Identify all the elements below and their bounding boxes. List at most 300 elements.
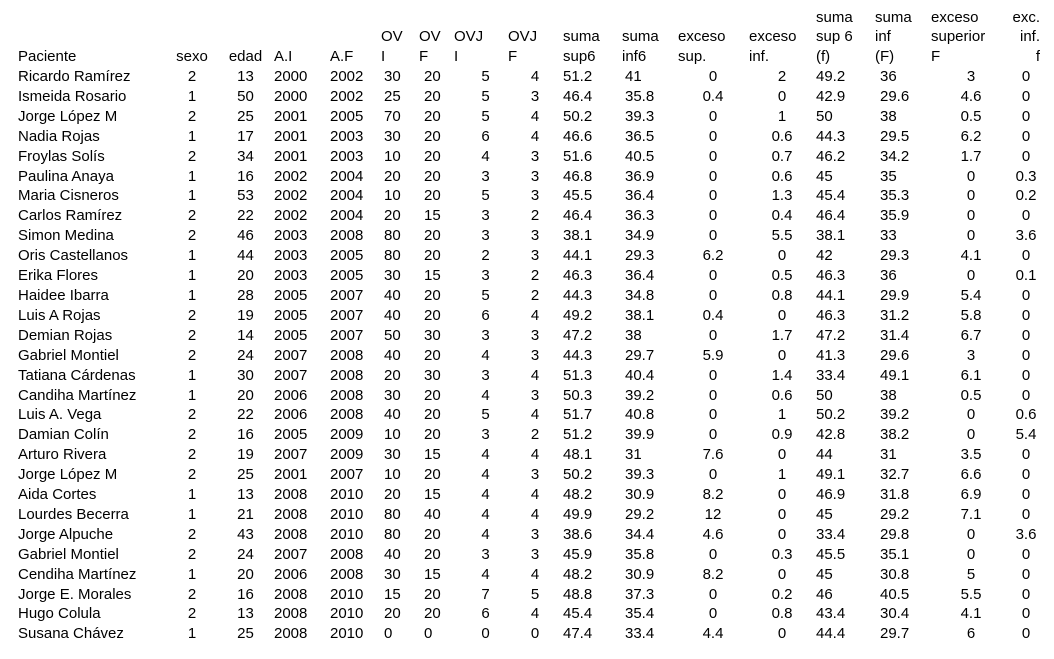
cell-ai: 2002 bbox=[274, 187, 308, 205]
cell-edad: 22 bbox=[237, 406, 254, 424]
cell-suma-inf6: 33.4 bbox=[625, 625, 655, 643]
cell-exceso-superior-f: 0 bbox=[966, 187, 976, 205]
cell-suma-sup6: 44.3 bbox=[563, 286, 593, 304]
column-header-line: A.F bbox=[330, 47, 354, 65]
cell-exc-inf-f: 0 bbox=[1021, 326, 1031, 344]
cell-ovjf: 4 bbox=[530, 127, 540, 145]
cell-sexo: 2 bbox=[187, 525, 197, 543]
column-header-suma-inf6 bbox=[621, 6, 677, 67]
cell-edad: 19 bbox=[237, 306, 254, 324]
column-header-line: f bbox=[1035, 47, 1040, 65]
cell-suma-sup6: 45.9 bbox=[563, 545, 593, 563]
patient-name-cell: Froylas Solís bbox=[18, 147, 105, 165]
table-row bbox=[14, 127, 1040, 147]
cell-sexo: 2 bbox=[187, 446, 197, 464]
cell-suma-sup6-f: 45 bbox=[816, 505, 833, 523]
cell-suma-inf-f: 39.2 bbox=[880, 406, 910, 424]
cell-ovf: 20 bbox=[424, 187, 441, 205]
cell-ovjf: 3 bbox=[530, 346, 540, 364]
cell-sexo: 1 bbox=[187, 366, 197, 384]
cell-ovji: 3 bbox=[481, 207, 490, 225]
table-row bbox=[14, 286, 1040, 306]
table-row bbox=[14, 67, 1040, 87]
cell-ovji: 4 bbox=[481, 446, 490, 464]
cell-exceso-superior-f: 0 bbox=[966, 167, 976, 185]
table-row bbox=[14, 405, 1040, 425]
column-header-line: suma bbox=[563, 28, 600, 45]
cell-suma-sup6-f: 45 bbox=[816, 565, 833, 583]
cell-exc-inf-f: 0 bbox=[1021, 386, 1031, 404]
cell-ai: 2001 bbox=[274, 466, 308, 484]
cell-suma-inf-f: 29.6 bbox=[880, 346, 910, 364]
table-header bbox=[14, 6, 1040, 67]
cell-sexo: 2 bbox=[187, 207, 197, 225]
cell-suma-sup6-f: 42.8 bbox=[816, 426, 846, 444]
table-row bbox=[14, 585, 1040, 605]
table-row bbox=[14, 366, 1040, 386]
cell-af: 2010 bbox=[330, 525, 364, 543]
cell-suma-inf6: 40.8 bbox=[625, 406, 655, 424]
cell-ovf: 0 bbox=[424, 625, 433, 643]
cell-sexo: 1 bbox=[187, 505, 197, 523]
patient-name-cell: Hugo Colula bbox=[18, 605, 101, 623]
cell-ovi: 40 bbox=[384, 286, 401, 304]
cell-ovf: 20 bbox=[424, 247, 441, 265]
column-header-suma-inf-f bbox=[874, 6, 930, 67]
cell-exceso-superior-f: 5 bbox=[966, 565, 976, 583]
cell-exc-inf-f: 5.4 bbox=[1015, 426, 1037, 444]
cell-sexo: 1 bbox=[187, 286, 197, 304]
table-row bbox=[14, 107, 1040, 127]
cell-suma-inf6: 35.8 bbox=[625, 87, 655, 105]
patient-name-cell: Demian Rojas bbox=[18, 326, 113, 344]
cell-sexo: 1 bbox=[187, 127, 197, 145]
column-header-exceso-sup bbox=[677, 6, 749, 67]
cell-sexo: 2 bbox=[187, 227, 197, 245]
cell-exc-inf-f: 0 bbox=[1021, 247, 1031, 265]
patient-name-cell: Nadia Rojas bbox=[18, 127, 100, 145]
cell-suma-inf-f: 36 bbox=[880, 68, 897, 85]
cell-ovi: 80 bbox=[384, 247, 401, 265]
cell-exceso-superior-f: 5.8 bbox=[960, 306, 982, 324]
table-body bbox=[14, 67, 1040, 644]
cell-ovf: 20 bbox=[424, 406, 441, 424]
cell-suma-sup6-f: 46.2 bbox=[816, 147, 846, 165]
cell-exc-inf-f: 3.6 bbox=[1015, 525, 1037, 543]
cell-edad: 28 bbox=[237, 286, 254, 304]
cell-ai: 2002 bbox=[274, 207, 308, 225]
column-header-exceso-superior-f bbox=[930, 6, 1012, 67]
cell-suma-inf6: 29.3 bbox=[625, 247, 655, 265]
cell-ovjf: 3 bbox=[530, 187, 540, 205]
table-row bbox=[14, 624, 1040, 644]
column-header-exceso-inf bbox=[749, 6, 815, 67]
cell-suma-sup6: 49.9 bbox=[563, 505, 593, 523]
column-header-line: OVJ bbox=[454, 28, 484, 45]
cell-exceso-superior-f: 0 bbox=[966, 267, 976, 285]
cell-suma-inf6: 35.4 bbox=[625, 605, 655, 623]
cell-exc-inf-f: 0 bbox=[1021, 207, 1031, 225]
table-row bbox=[14, 346, 1040, 366]
cell-edad: 44 bbox=[237, 247, 254, 265]
cell-exceso-inf: 0.2 bbox=[771, 585, 793, 603]
cell-suma-sup6-f: 41.3 bbox=[816, 346, 846, 364]
cell-suma-sup6-f: 45.4 bbox=[816, 187, 846, 205]
cell-exc-inf-f: 0 bbox=[1021, 127, 1031, 145]
cell-suma-inf6: 38.1 bbox=[625, 306, 655, 324]
table-row bbox=[14, 326, 1040, 346]
cell-exceso-inf: 1.7 bbox=[771, 326, 793, 344]
cell-suma-inf-f: 38 bbox=[880, 107, 897, 125]
cell-exc-inf-f: 0.1 bbox=[1015, 267, 1037, 285]
cell-sexo: 2 bbox=[187, 426, 197, 444]
cell-exceso-inf: 0 bbox=[777, 565, 787, 583]
column-header-line: suma bbox=[622, 28, 659, 45]
cell-exceso-sup: 7.6 bbox=[702, 446, 724, 464]
table-row bbox=[14, 87, 1040, 107]
column-header-line: inf6 bbox=[622, 47, 647, 65]
cell-suma-inf-f: 35 bbox=[880, 167, 897, 185]
cell-exceso-sup: 0 bbox=[708, 585, 718, 603]
column-header-line: sup. bbox=[678, 47, 707, 65]
cell-exceso-inf: 0 bbox=[777, 505, 787, 523]
cell-af: 2002 bbox=[330, 87, 364, 105]
column-header-line: OV bbox=[381, 28, 403, 45]
cell-edad: 21 bbox=[237, 505, 254, 523]
cell-suma-sup6-f: 47.2 bbox=[816, 326, 846, 344]
cell-ovf: 20 bbox=[424, 585, 441, 603]
cell-suma-sup6: 51.2 bbox=[563, 426, 593, 444]
cell-ai: 2006 bbox=[274, 565, 308, 583]
cell-ovjf: 3 bbox=[530, 525, 540, 543]
cell-ovjf: 3 bbox=[530, 147, 540, 165]
patient-name-cell: Carlos Ramírez bbox=[18, 207, 123, 225]
cell-sexo: 2 bbox=[187, 306, 197, 324]
cell-exceso-sup: 0 bbox=[708, 107, 718, 125]
cell-ovf: 20 bbox=[424, 545, 441, 563]
cell-suma-sup6: 44.1 bbox=[563, 247, 593, 265]
cell-ovf: 20 bbox=[424, 466, 441, 484]
cell-ovf: 20 bbox=[424, 306, 441, 324]
cell-ovji: 4 bbox=[481, 466, 490, 484]
cell-ovf: 40 bbox=[424, 505, 441, 523]
cell-exceso-inf: 0 bbox=[777, 446, 787, 464]
table-row bbox=[14, 505, 1040, 525]
cell-af: 2009 bbox=[330, 426, 364, 444]
cell-suma-inf6: 39.9 bbox=[625, 426, 655, 444]
cell-edad: 53 bbox=[237, 187, 254, 205]
cell-exceso-sup: 0 bbox=[708, 227, 718, 245]
cell-af: 2010 bbox=[330, 585, 364, 603]
cell-suma-inf-f: 31.8 bbox=[880, 486, 910, 504]
cell-exceso-sup: 0 bbox=[708, 187, 718, 205]
cell-af: 2010 bbox=[330, 625, 364, 643]
cell-suma-sup6: 51.6 bbox=[563, 147, 593, 165]
cell-sexo: 2 bbox=[187, 605, 197, 623]
cell-ovi: 40 bbox=[384, 406, 401, 424]
patient-name-cell: Haidee Ibarra bbox=[18, 286, 109, 304]
cell-suma-sup6-f: 33.4 bbox=[816, 366, 846, 384]
cell-suma-inf6: 36.9 bbox=[625, 167, 655, 185]
cell-exceso-superior-f: 0 bbox=[966, 207, 976, 225]
table-row bbox=[14, 425, 1040, 445]
cell-exc-inf-f: 0 bbox=[1021, 545, 1031, 563]
cell-suma-sup6: 48.2 bbox=[563, 565, 593, 583]
column-header-line: exceso bbox=[749, 28, 797, 45]
cell-exceso-sup: 0 bbox=[708, 286, 718, 304]
cell-ovjf: 4 bbox=[530, 406, 540, 424]
column-header-paciente bbox=[14, 6, 166, 67]
cell-exceso-inf: 1 bbox=[777, 107, 787, 125]
cell-ovi: 20 bbox=[384, 207, 401, 225]
cell-ovji: 4 bbox=[481, 505, 490, 523]
cell-ovji: 4 bbox=[481, 565, 490, 583]
cell-edad: 20 bbox=[237, 267, 254, 285]
cell-exceso-sup: 0 bbox=[708, 267, 718, 285]
column-header-line: (F) bbox=[875, 47, 895, 65]
table-row bbox=[14, 565, 1040, 585]
cell-exceso-sup: 0.4 bbox=[702, 306, 724, 324]
cell-exceso-superior-f: 0 bbox=[966, 227, 976, 245]
cell-ovji: 5 bbox=[481, 406, 490, 424]
cell-exceso-sup: 0 bbox=[708, 466, 718, 484]
cell-exc-inf-f: 0 bbox=[1021, 466, 1031, 484]
cell-exceso-sup: 8.2 bbox=[702, 565, 724, 583]
cell-suma-sup6: 48.8 bbox=[563, 585, 593, 603]
cell-ovjf: 4 bbox=[530, 366, 540, 384]
cell-sexo: 1 bbox=[187, 87, 197, 105]
cell-ovi: 15 bbox=[384, 585, 401, 603]
cell-suma-sup6-f: 42.9 bbox=[816, 87, 846, 105]
cell-exceso-sup: 0 bbox=[708, 68, 718, 85]
cell-suma-inf6: 38 bbox=[625, 326, 642, 344]
cell-ai: 2003 bbox=[274, 247, 308, 265]
cell-exceso-superior-f: 3 bbox=[966, 68, 976, 85]
cell-ovji: 6 bbox=[481, 605, 490, 623]
cell-exceso-superior-f: 0 bbox=[966, 426, 976, 444]
column-header-line: sup 6 bbox=[816, 28, 853, 45]
cell-af: 2008 bbox=[330, 346, 364, 364]
cell-exceso-sup: 0 bbox=[708, 147, 718, 165]
patient-name-cell: Gabriel Montiel bbox=[18, 545, 119, 563]
cell-suma-inf-f: 29.3 bbox=[880, 247, 910, 265]
cell-exceso-sup: 0 bbox=[708, 326, 718, 344]
cell-ai: 2005 bbox=[274, 426, 308, 444]
cell-suma-inf-f: 40.5 bbox=[880, 585, 910, 603]
cell-suma-inf-f: 35.1 bbox=[880, 545, 910, 563]
cell-exceso-superior-f: 7.1 bbox=[960, 505, 982, 523]
cell-ovji: 3 bbox=[481, 545, 490, 563]
cell-exceso-superior-f: 4.6 bbox=[960, 87, 982, 105]
cell-suma-inf6: 30.9 bbox=[625, 565, 655, 583]
cell-exceso-sup: 4.4 bbox=[702, 625, 724, 643]
cell-suma-sup6-f: 45 bbox=[816, 167, 833, 185]
cell-suma-inf-f: 29.6 bbox=[880, 87, 910, 105]
cell-ai: 2006 bbox=[274, 386, 308, 404]
cell-af: 2002 bbox=[330, 68, 364, 85]
cell-af: 2005 bbox=[330, 247, 364, 265]
cell-suma-inf-f: 38 bbox=[880, 386, 897, 404]
table-row bbox=[14, 226, 1040, 246]
cell-sexo: 2 bbox=[187, 545, 197, 563]
cell-edad: 16 bbox=[237, 585, 254, 603]
cell-exceso-sup: 0 bbox=[708, 386, 718, 404]
column-header-suma-sup6 bbox=[562, 6, 621, 67]
cell-exceso-superior-f: 1.7 bbox=[960, 147, 982, 165]
cell-ovji: 0 bbox=[481, 625, 490, 643]
cell-edad: 25 bbox=[237, 107, 254, 125]
table-row bbox=[14, 485, 1040, 505]
cell-exc-inf-f: 0 bbox=[1021, 565, 1031, 583]
cell-suma-inf-f: 34.2 bbox=[880, 147, 910, 165]
cell-suma-inf6: 41 bbox=[625, 68, 642, 85]
cell-af: 2010 bbox=[330, 486, 364, 504]
cell-suma-inf-f: 32.7 bbox=[880, 466, 910, 484]
table-row bbox=[14, 306, 1040, 326]
cell-exc-inf-f: 0 bbox=[1021, 107, 1031, 125]
cell-af: 2007 bbox=[330, 286, 364, 304]
cell-exceso-inf: 1 bbox=[777, 466, 787, 484]
column-header-line: superior bbox=[931, 28, 986, 45]
cell-ovi: 20 bbox=[384, 605, 401, 623]
cell-sexo: 2 bbox=[187, 147, 197, 165]
cell-edad: 16 bbox=[237, 426, 254, 444]
cell-suma-sup6-f: 44.3 bbox=[816, 127, 846, 145]
cell-ovi: 10 bbox=[384, 426, 401, 444]
cell-af: 2004 bbox=[330, 167, 364, 185]
cell-ovi: 80 bbox=[384, 227, 401, 245]
table-row bbox=[14, 445, 1040, 465]
cell-suma-sup6: 47.4 bbox=[563, 625, 593, 643]
cell-exceso-inf: 1.4 bbox=[771, 366, 793, 384]
cell-suma-sup6: 44.3 bbox=[563, 346, 593, 364]
cell-ovi: 20 bbox=[384, 486, 401, 504]
cell-af: 2007 bbox=[330, 306, 364, 324]
cell-ai: 2008 bbox=[274, 585, 308, 603]
cell-edad: 22 bbox=[237, 207, 254, 225]
cell-sexo: 2 bbox=[187, 585, 197, 603]
cell-ovi: 30 bbox=[384, 68, 401, 85]
cell-af: 2007 bbox=[330, 326, 364, 344]
cell-exceso-inf: 0.6 bbox=[771, 127, 793, 145]
cell-ovjf: 5 bbox=[530, 585, 540, 603]
cell-suma-inf-f: 31.4 bbox=[880, 326, 910, 344]
cell-edad: 19 bbox=[237, 446, 254, 464]
cell-exceso-sup: 8.2 bbox=[702, 486, 724, 504]
cell-af: 2004 bbox=[330, 207, 364, 225]
cell-sexo: 1 bbox=[187, 625, 197, 643]
cell-ovi: 30 bbox=[384, 127, 401, 145]
cell-suma-sup6: 51.2 bbox=[563, 68, 593, 85]
column-header-line: inf. bbox=[1019, 28, 1040, 45]
cell-exceso-inf: 0.3 bbox=[771, 545, 793, 563]
cell-ovf: 20 bbox=[424, 147, 441, 165]
cell-ovji: 4 bbox=[481, 346, 490, 364]
table-row bbox=[14, 246, 1040, 266]
cell-ovi: 40 bbox=[384, 306, 401, 324]
patient-name-cell: Tatiana Cárdenas bbox=[18, 366, 136, 384]
patient-name-cell: Jorge Alpuche bbox=[18, 525, 114, 543]
cell-suma-inf6: 31 bbox=[625, 446, 642, 464]
patient-name-cell: Luis A Rojas bbox=[18, 306, 101, 324]
cell-edad: 16 bbox=[237, 167, 254, 185]
cell-ovjf: 3 bbox=[530, 247, 540, 265]
cell-af: 2005 bbox=[330, 267, 364, 285]
cell-ovi: 10 bbox=[384, 187, 401, 205]
cell-suma-inf-f: 29.8 bbox=[880, 525, 910, 543]
cell-exc-inf-f: 0 bbox=[1021, 87, 1031, 105]
patient-name-cell: Damian Colín bbox=[18, 426, 109, 444]
cell-ovi: 80 bbox=[384, 505, 401, 523]
cell-edad: 25 bbox=[237, 625, 254, 643]
cell-exceso-inf: 0.6 bbox=[771, 167, 793, 185]
cell-suma-sup6-f: 50 bbox=[816, 107, 833, 125]
cell-exceso-sup: 0 bbox=[708, 127, 718, 145]
cell-exceso-inf: 0.9 bbox=[771, 426, 793, 444]
column-header-line: sexo bbox=[176, 47, 208, 65]
cell-ovji: 7 bbox=[481, 585, 490, 603]
cell-ovjf: 3 bbox=[530, 167, 540, 185]
cell-sexo: 2 bbox=[187, 466, 197, 484]
cell-exc-inf-f: 0 bbox=[1021, 486, 1031, 504]
cell-exceso-superior-f: 5.4 bbox=[960, 286, 982, 304]
cell-ovi: 40 bbox=[384, 545, 401, 563]
table-row bbox=[14, 186, 1040, 206]
cell-exceso-inf: 0.4 bbox=[771, 207, 793, 225]
cell-ovf: 20 bbox=[424, 525, 441, 543]
cell-ai: 2007 bbox=[274, 346, 308, 364]
cell-sexo: 1 bbox=[187, 247, 197, 265]
cell-sexo: 1 bbox=[187, 267, 197, 285]
cell-suma-inf6: 34.4 bbox=[625, 525, 655, 543]
cell-ovjf: 3 bbox=[530, 386, 540, 404]
cell-exceso-sup: 0 bbox=[708, 207, 718, 225]
cell-ovji: 2 bbox=[481, 247, 490, 265]
cell-ovi: 30 bbox=[384, 565, 401, 583]
cell-suma-sup6-f: 33.4 bbox=[816, 525, 846, 543]
cell-suma-inf6: 36.4 bbox=[625, 267, 655, 285]
cell-ovjf: 4 bbox=[530, 306, 540, 324]
cell-suma-inf-f: 31.2 bbox=[880, 306, 910, 324]
cell-ovf: 15 bbox=[424, 565, 441, 583]
column-header-line: sup6 bbox=[563, 47, 596, 65]
cell-af: 2008 bbox=[330, 386, 364, 404]
table-row bbox=[14, 266, 1040, 286]
cell-suma-inf-f: 49.1 bbox=[880, 366, 910, 384]
cell-exceso-superior-f: 6.9 bbox=[960, 486, 982, 504]
cell-ai: 2008 bbox=[274, 625, 308, 643]
cell-ovji: 3 bbox=[481, 326, 490, 344]
cell-suma-sup6: 46.6 bbox=[563, 127, 593, 145]
cell-edad: 13 bbox=[237, 605, 254, 623]
cell-ai: 2003 bbox=[274, 227, 308, 245]
column-header-ovf bbox=[417, 6, 454, 67]
cell-suma-inf-f: 30.8 bbox=[880, 565, 910, 583]
cell-ovf: 15 bbox=[424, 486, 441, 504]
cell-ovf: 20 bbox=[424, 426, 441, 444]
cell-ovji: 3 bbox=[481, 227, 490, 245]
table-row bbox=[14, 545, 1040, 565]
cell-edad: 50 bbox=[237, 87, 254, 105]
cell-suma-inf6: 30.9 bbox=[625, 486, 655, 504]
cell-exc-inf-f: 0 bbox=[1021, 68, 1031, 85]
column-header-line: F bbox=[931, 47, 941, 65]
cell-ai: 2006 bbox=[274, 406, 308, 424]
cell-exceso-sup: 0 bbox=[708, 366, 718, 384]
cell-exceso-inf: 1 bbox=[777, 406, 787, 424]
column-header-line: I bbox=[381, 47, 386, 65]
cell-ai: 2001 bbox=[274, 147, 308, 165]
